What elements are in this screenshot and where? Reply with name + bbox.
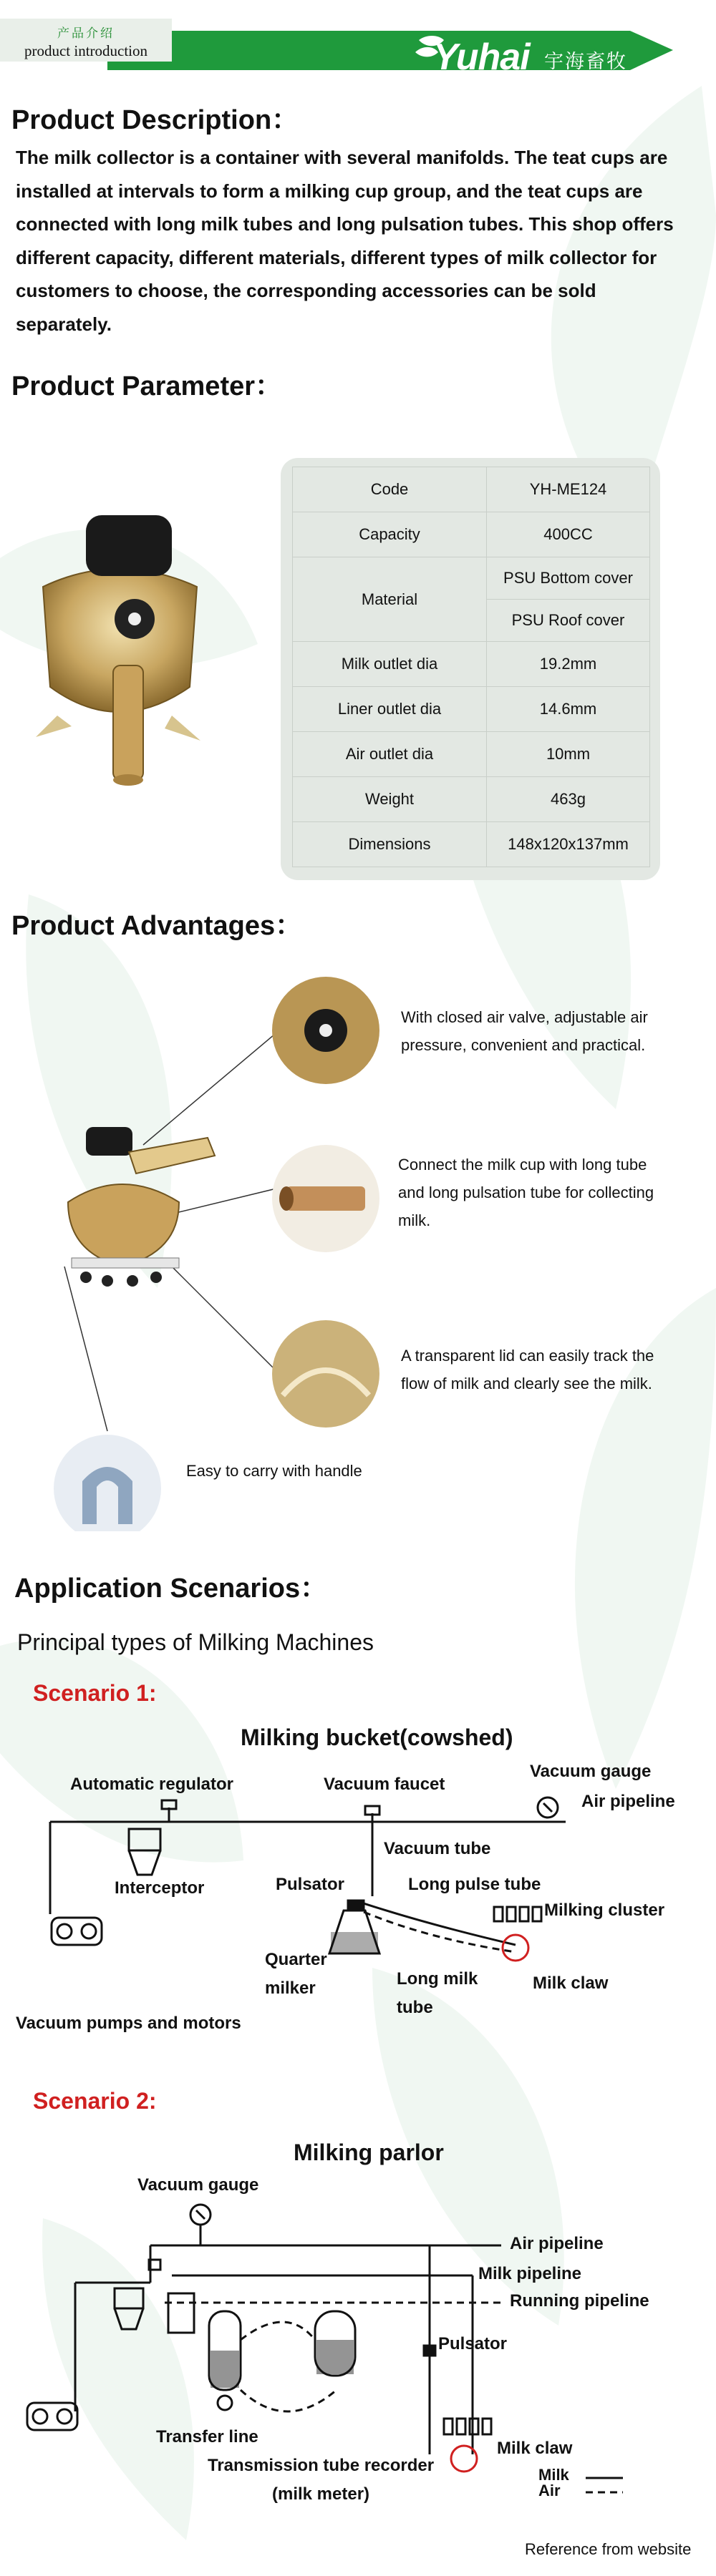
label-long-pulse-tube: Long pulse tube bbox=[408, 1875, 541, 1894]
table-row bbox=[293, 732, 650, 777]
legend-milk: Milk bbox=[538, 2466, 569, 2484]
label-pulsator: Pulsator bbox=[438, 2334, 508, 2353]
table-row bbox=[293, 777, 650, 822]
advantage-line: With closed air valve, adjustable air bbox=[401, 1008, 648, 1026]
advantage-line: Easy to carry with handle bbox=[186, 1462, 362, 1480]
label-vacuum-pumps: Vacuum pumps and motors bbox=[16, 2014, 241, 2033]
param-label: Dimensions bbox=[293, 822, 487, 867]
scenario-2-title: Milking parlor bbox=[294, 2140, 444, 2165]
advantage-line: and long pulsation tube for collecting bbox=[398, 1184, 654, 1201]
product-advantages-heading: Product Advantages： bbox=[11, 911, 303, 941]
param-label: Liner outlet dia bbox=[293, 687, 487, 732]
scenario-1-labels bbox=[0, 1760, 716, 2046]
advantage-line: A transparent lid can easily track the bbox=[401, 1347, 654, 1365]
label-recorder: Transmission tube recorder bbox=[208, 2456, 435, 2475]
legend-labels bbox=[538, 2467, 569, 2499]
param-value: 463g bbox=[487, 777, 650, 822]
label-vacuum-faucet: Vacuum faucet bbox=[324, 1775, 445, 1794]
reference-note: Reference from website bbox=[525, 2540, 692, 2558]
advantage-lid-text bbox=[401, 1342, 702, 1397]
detail-air-valve-image bbox=[272, 977, 379, 1084]
application-scenarios-heading: Application Scenarios： bbox=[14, 1574, 328, 1604]
label-automatic-regulator: Automatic regulator bbox=[70, 1775, 234, 1794]
advantage-tube-text bbox=[398, 1151, 699, 1234]
brand-logo-cn: 宇海畜牧 bbox=[544, 51, 627, 73]
scenario-1-label: Scenario 1: bbox=[33, 1680, 157, 1706]
intro-cn-label: 产品介绍 bbox=[57, 26, 115, 40]
param-label: Weight bbox=[293, 777, 487, 822]
param-value: 14.6mm bbox=[487, 687, 650, 732]
advantage-air-valve-text bbox=[401, 1003, 702, 1059]
param-label: Air outlet dia bbox=[293, 732, 487, 777]
table-row bbox=[293, 512, 650, 557]
label-milk-meter: (milk meter) bbox=[272, 2484, 370, 2504]
label-milk-claw: Milk claw bbox=[533, 1974, 609, 1993]
label-milk-pipeline: Milk pipeline bbox=[478, 2264, 582, 2283]
intro-en-label: product introduction bbox=[24, 42, 148, 59]
legend-air: Air bbox=[538, 2482, 561, 2499]
table-row bbox=[293, 642, 650, 687]
product-description-text: The milk collector is a container with several manifolds. The teat cups are installed at intervals to form a milking cup group, and the teat cups are connected with long milk tubes and long pulsation tubes. This shop offers different capacity, different materials, different types of milk collector for customers to choose, the corresponding accessories can be sold separately. bbox=[16, 147, 674, 335]
label-quarter: Quarter bbox=[265, 1950, 327, 1969]
label-vacuum-tube: Vacuum tube bbox=[384, 1839, 491, 1858]
label-air-pipeline: Air pipeline bbox=[581, 1792, 675, 1811]
param-value: 19.2mm bbox=[487, 642, 650, 687]
param-label: Code bbox=[293, 467, 487, 512]
advantage-line: milk. bbox=[398, 1211, 431, 1229]
brand-logo-text: Yuhai bbox=[433, 36, 530, 78]
label-pulsator: Pulsator bbox=[276, 1875, 345, 1894]
detail-handle-image bbox=[54, 1435, 161, 1531]
param-value: YH-ME124 bbox=[487, 467, 650, 512]
machines-subtitle: Principal types of Milking Machines bbox=[17, 1629, 374, 1655]
scenario-1-title: Milking bucket(cowshed) bbox=[241, 1724, 513, 1750]
advantage-line: pressure, convenient and practical. bbox=[401, 1036, 646, 1054]
product-introduction-tag bbox=[0, 19, 172, 62]
param-label: Material bbox=[293, 557, 487, 642]
param-value: 10mm bbox=[487, 732, 650, 777]
advantage-line: flow of milk and clearly see the milk. bbox=[401, 1375, 652, 1392]
label-vacuum-gauge: Vacuum gauge bbox=[530, 1762, 652, 1781]
detail-transparent-lid-image bbox=[272, 1320, 379, 1428]
param-label: Capacity bbox=[293, 512, 487, 557]
label-vacuum-gauge: Vacuum gauge bbox=[137, 2175, 259, 2195]
scenario-2-label: Scenario 2: bbox=[33, 2088, 157, 2114]
scenario-2-labels bbox=[0, 2175, 716, 2519]
table-row bbox=[293, 557, 650, 600]
milk-collector-product-image bbox=[29, 501, 265, 830]
param-label: Milk outlet dia bbox=[293, 642, 487, 687]
label-interceptor: Interceptor bbox=[115, 1878, 205, 1898]
label-air-pipeline: Air pipeline bbox=[510, 2234, 604, 2253]
advantage-handle-text bbox=[186, 1457, 487, 1485]
label-transfer-line: Transfer line bbox=[156, 2427, 258, 2446]
milk-collector-side-image bbox=[68, 1127, 215, 1287]
table-row bbox=[293, 467, 650, 512]
label-milking-cluster: Milking cluster bbox=[544, 1901, 665, 1920]
param-value: PSU Bottom cover bbox=[487, 557, 650, 600]
param-value: PSU Roof cover bbox=[487, 600, 650, 642]
param-value: 400CC bbox=[487, 512, 650, 557]
advantage-line: Connect the milk cup with long tube bbox=[398, 1156, 647, 1174]
label-long-milk: Long milk bbox=[397, 1969, 478, 1989]
table-row bbox=[293, 822, 650, 867]
table-row bbox=[293, 687, 650, 732]
product-parameter-heading: Product Parameter： bbox=[11, 371, 283, 401]
label-milker: milker bbox=[265, 1979, 316, 1998]
parameter-table bbox=[292, 467, 650, 867]
product-description-heading: Product Description： bbox=[11, 105, 299, 135]
detail-outlet-tube-image bbox=[272, 1145, 379, 1252]
param-value: 148x120x137mm bbox=[487, 822, 650, 867]
label-milk-claw: Milk claw bbox=[497, 2439, 573, 2458]
label-tube: tube bbox=[397, 1998, 433, 2017]
label-running-pipeline: Running pipeline bbox=[510, 2291, 649, 2311]
